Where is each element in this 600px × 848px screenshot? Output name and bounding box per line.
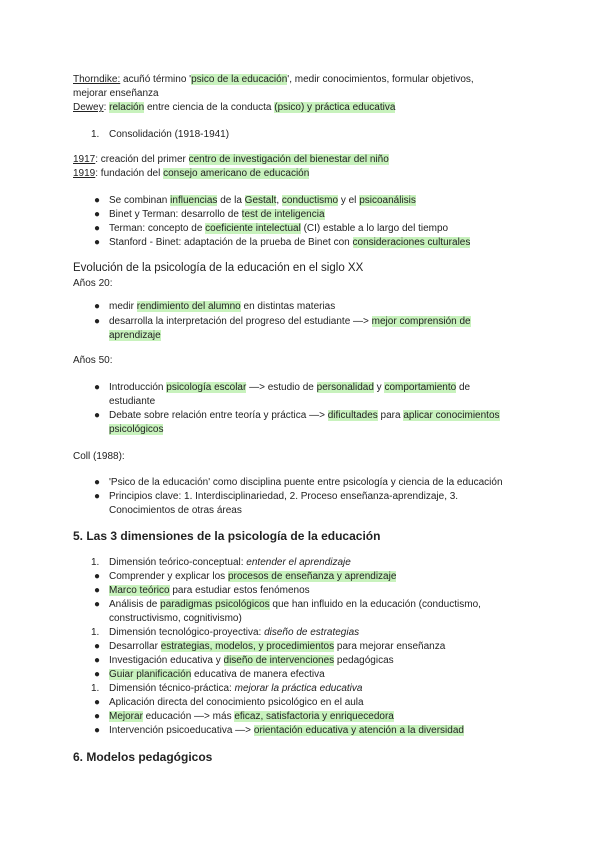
text: en distintas materias [240, 301, 336, 312]
highlight: Mejorar [109, 711, 143, 722]
text: constructivismo, cognitivismo) [109, 612, 242, 624]
text: Dimensión teórico-conceptual: [109, 557, 247, 568]
list-item [109, 640, 539, 654]
bullet-icon: ● [93, 477, 101, 488]
list-item [109, 570, 539, 584]
text: estudiante [109, 395, 156, 407]
dimension-item [109, 682, 539, 696]
text: para estudiar estos fenómenos [169, 585, 310, 596]
list-item [109, 222, 539, 236]
anos-20-heading: Años 20: [73, 278, 113, 289]
highlight: psicológicos [109, 423, 164, 435]
highlight: centro de investigación del bienestar del niño [188, 154, 389, 165]
text: Stanford - Binet: adaptación de la prueba de Binet con [109, 237, 353, 248]
bullet-icon: ● [93, 571, 101, 582]
list-item [109, 598, 539, 625]
highlight: conductismo [281, 195, 339, 206]
text: y [373, 382, 385, 393]
text: que han influido en la educación (conductismo, [269, 599, 481, 610]
list-item: Aplicación directa del conocimiento psicológico en el aula [109, 697, 364, 708]
highlight: psicología escolar [166, 382, 247, 393]
anos-50-heading: Años 50: [73, 355, 113, 366]
highlight: Marco teórico [109, 585, 170, 596]
text: Comprender y explicar los [109, 571, 228, 582]
list-number: 1. [91, 557, 100, 568]
text: para [377, 410, 404, 421]
text: educativa de manera efectiva [191, 669, 325, 680]
list-item [109, 710, 539, 724]
text: (CI) estable a lo largo del tiempo [300, 223, 449, 234]
text: entre ciencia de la conducta [144, 102, 275, 113]
highlight: estrategias, modelos, y procedimientos [160, 641, 335, 652]
list-item [109, 236, 539, 250]
hito-1917 [73, 153, 389, 166]
bullet-icon: ● [93, 195, 101, 206]
text: mejorar enseñanza [73, 88, 159, 99]
text: Intervención psicoeducativa —> [109, 725, 254, 736]
list-number: 1. [91, 683, 100, 694]
bullet-icon: ● [93, 711, 101, 722]
list-item [109, 490, 539, 517]
bullet-icon: ● [93, 237, 101, 248]
text: Investigación educativa y [109, 655, 224, 666]
italic-text: entender el aprendizaje [246, 557, 351, 568]
list-item [109, 409, 539, 436]
bullet-icon: ● [93, 382, 101, 393]
thorndike-line [73, 73, 474, 86]
highlight: aplicar conocimientos [403, 410, 500, 421]
thorndike-line-cont [73, 87, 159, 100]
text: Binet y Terman: desarrollo de [109, 209, 242, 220]
highlight: (psico) y práctica educativa [274, 102, 396, 113]
text: desarrolla la interpretación del progreso del estudiante —> [109, 316, 372, 327]
bullet-icon: ● [93, 316, 101, 327]
bullet-icon: ● [93, 491, 101, 502]
text: Terman: concepto de [109, 223, 206, 234]
highlight: procesos de enseñanza y aprendizaje [227, 571, 397, 582]
text: Dimensión técnico-práctica: [109, 683, 235, 694]
text: Conocimientos de otras áreas [109, 504, 242, 516]
highlight: rendimiento del alumno [136, 301, 241, 312]
highlight: diseño de intervenciones [223, 655, 335, 666]
bullet-icon: ● [93, 655, 101, 666]
bullet-icon: ● [93, 599, 101, 610]
list-item [109, 668, 539, 682]
text: ', medir conocimientos, formular objetivos, [287, 74, 474, 85]
italic-text: mejorar la práctica educativa [234, 683, 363, 694]
list-item [109, 300, 539, 314]
text: de la [217, 195, 245, 206]
list-item [109, 315, 539, 342]
text: Dimensión tecnológico-proyectiva: [109, 627, 265, 638]
highlight: personalidad [316, 382, 374, 393]
text: pedagógicas [334, 655, 394, 666]
bullet-icon: ● [93, 223, 101, 234]
bullet-icon: ● [93, 209, 101, 220]
text: : fundación del [95, 168, 164, 179]
bullet-icon: ● [93, 697, 101, 708]
list-item [109, 584, 539, 598]
list-item [109, 724, 539, 738]
bullet-icon: ● [93, 585, 101, 596]
dimension-item [109, 626, 539, 640]
text: Se combinan [109, 195, 171, 206]
highlight: psicoanálisis [359, 195, 416, 206]
highlight: orientación educativa y atención a la diversidad [253, 725, 464, 736]
text: y el [338, 195, 360, 206]
text: de [456, 382, 471, 393]
list-item [109, 194, 539, 208]
section-5-title: 5. Las 3 dimensiones de la psicología de la educación [73, 529, 381, 543]
text: Introducción [109, 382, 167, 393]
list-item [109, 208, 539, 222]
list-item [109, 381, 539, 408]
section-6-title: 6. Modelos pedagógicos [73, 750, 213, 764]
coll-heading: Coll (1988): [73, 451, 125, 462]
highlight: paradigmas psicológicos [160, 599, 270, 610]
highlight: comportamiento [384, 382, 457, 393]
text: para mejorar enseñanza [334, 641, 446, 652]
list-item [109, 654, 539, 668]
text: —> estudio de [246, 382, 317, 393]
highlight: dificultades [327, 410, 378, 421]
text: Desarrollar [109, 641, 161, 652]
highlight: aprendizaje [109, 329, 161, 341]
consolidacion-heading: Consolidación (1918-1941) [109, 129, 230, 140]
bullet-icon: ● [93, 641, 101, 652]
bullet-icon: ● [93, 669, 101, 680]
highlight: relación [109, 102, 145, 113]
dimension-item [109, 556, 539, 570]
list-number: 1. [91, 129, 100, 140]
bullet-icon: ● [93, 410, 101, 421]
hito-1919 [73, 167, 309, 180]
highlight: Guiar planificación [109, 669, 192, 680]
text: Debate sobre relación entre teoría y práctica —> [109, 410, 328, 421]
text: medir [109, 301, 137, 312]
evolucion-heading: Evolución de la psicología de la educación en el siglo XX [73, 262, 364, 274]
highlight: consideraciones culturales [352, 237, 471, 248]
text: acuñó término ' [120, 74, 192, 85]
text: , [276, 195, 282, 206]
list-number: 1. [91, 627, 100, 638]
highlight: test de inteligencia [241, 209, 325, 220]
highlight: Gestalt [244, 195, 277, 206]
text: : [103, 102, 110, 113]
bullet-icon: ● [93, 301, 101, 312]
highlight: mejor comprensión de [371, 316, 471, 327]
highlight: consejo americano de educación [163, 168, 310, 179]
year-1919: 1919 [73, 168, 96, 179]
thorndike-name: Thorndike: [73, 74, 121, 85]
italic-text: diseño de estrategias [264, 627, 360, 638]
text: Análisis de [109, 599, 161, 610]
highlight: coeficiente intelectual [205, 223, 301, 234]
highlight: psico de la educación [191, 74, 288, 85]
year-1917: 1917 [73, 154, 96, 165]
text: educación —> más [142, 711, 235, 722]
text: Principios clave: 1. Interdisciplinariedad, 2. Proceso enseñanza-aprendizaje, 3. [109, 491, 459, 502]
list-item: 'Psico de la educación' como disciplina puente entre psicología y ciencia de la educación [109, 477, 503, 488]
text: : creación del primer [95, 154, 189, 165]
bullet-icon: ● [93, 725, 101, 736]
highlight: influencias [170, 195, 218, 206]
dewey-line [73, 101, 395, 114]
dewey-name: Dewey [73, 102, 104, 113]
highlight: eficaz, satisfactoria y enriquecedora [234, 711, 394, 722]
